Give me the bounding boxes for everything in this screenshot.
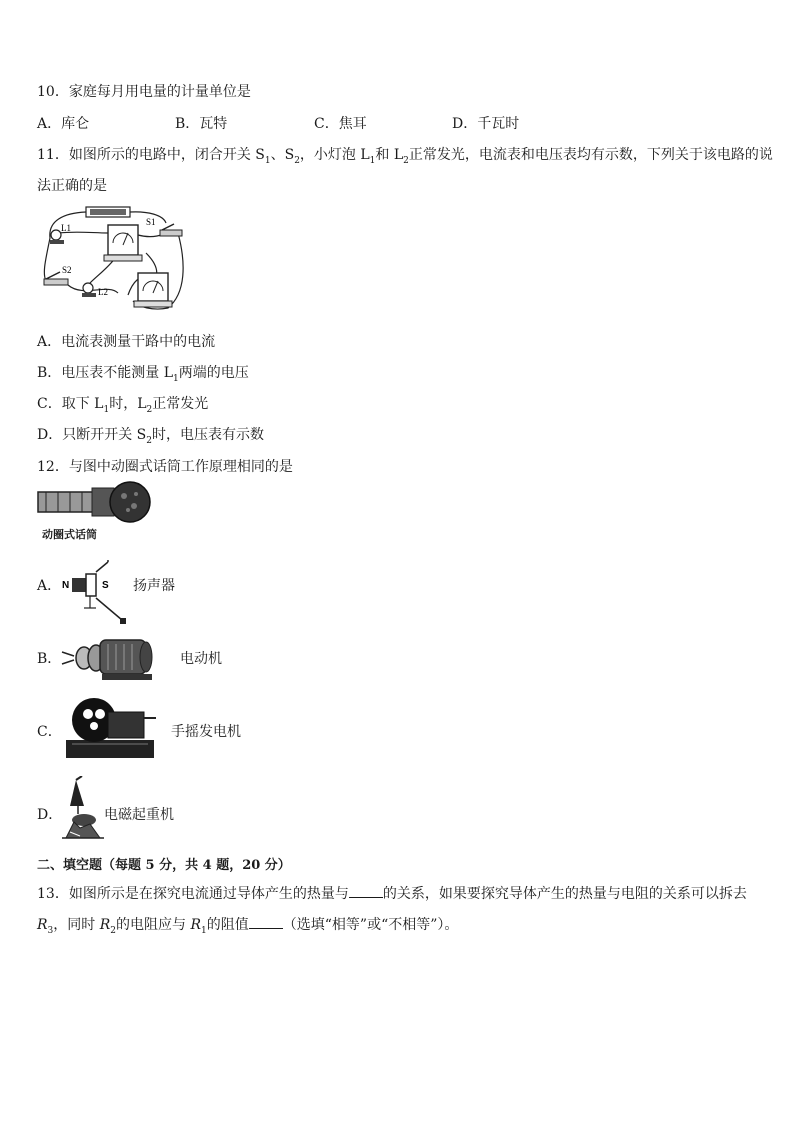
motor-figure xyxy=(60,634,156,684)
crane-arm-icon xyxy=(70,780,84,806)
q11-option-c: C．取下 $L_1$时，$L_2$正常发光 xyxy=(37,396,209,415)
microphone-figure xyxy=(36,480,156,524)
q12-option-b-label: 电动机 xyxy=(180,651,222,667)
s2-label: S2 xyxy=(62,265,72,275)
q11-option-b: B．电压表不能测量 $L_1$两端的电压 xyxy=(37,365,249,384)
q11-option-a: A．电流表测量干路中的电流 xyxy=(37,334,216,350)
magnet-icon xyxy=(72,578,86,592)
microphone-head-icon xyxy=(110,482,150,522)
circuit-diagram xyxy=(38,203,188,315)
q12-option-c-letter: C． xyxy=(37,724,62,740)
q10-option-d: D．千瓦时 xyxy=(452,116,520,132)
q12-option-b-letter: B． xyxy=(37,651,62,667)
section-title: 二、填空题（每题 5 分，共 4 题，20 分） xyxy=(37,858,291,873)
q13-line2: $R_3$，同时 $R_2$的电阻应与 $R_1$的阻值 （选填“相等”或“不相等”）。 xyxy=(37,914,458,941)
speaker-n-label: N xyxy=(62,580,70,591)
switch-s2-icon xyxy=(44,279,68,285)
motor-body-icon xyxy=(100,640,146,674)
generator-figure xyxy=(62,692,158,764)
voltmeter-icon xyxy=(138,273,168,301)
generator-base-icon xyxy=(66,740,154,758)
q12-option-a-label: 扬声器 xyxy=(133,578,175,594)
q10-option-a: A．库仑 xyxy=(37,116,90,132)
q13-blank-1[interactable] xyxy=(349,883,383,898)
bulb-l1-icon xyxy=(51,230,61,240)
q12-option-c-label: 手摇发电机 xyxy=(171,724,241,740)
speaker-s-label: S xyxy=(102,580,109,591)
s1-label: S1 xyxy=(146,217,156,227)
q12-option-d-letter: D． xyxy=(37,807,63,823)
q12-option-d-label: 电磁起重机 xyxy=(104,807,174,823)
q10-option-c: C．焦耳 xyxy=(314,116,367,132)
speaker-figure xyxy=(60,558,130,626)
bulb-l2-icon xyxy=(83,283,93,293)
l2-label: L2 xyxy=(98,287,108,297)
q11-stem-line2: 法正确的是 xyxy=(37,178,107,194)
q12-option-a-letter: A． xyxy=(37,578,62,594)
q12-stem: 12．与图中动圈式话筒工作原理相同的是 xyxy=(37,459,293,475)
switch-s1-icon xyxy=(160,230,182,236)
q11-option-d: D．只断开开关 $S_2$时，电压表有示数 xyxy=(37,427,264,446)
q13-line1: 13．如图所示是在探究电流通过导体产生的热量与 的关系，如果要探究导体产生的热量与电阻的关系可以拆去 xyxy=(37,883,747,904)
microphone-caption: 动圈式话筒 xyxy=(42,528,97,541)
q11-stem-line1: 11．如图所示的电路中，闭合开关 $S_1$、$S_2$，小灯泡 $L_1$和 $L_2$正常发光，电流表和电压表均有示数，下列关于该电路的说 xyxy=(37,147,773,166)
q10-stem: 10．家庭每月用电量的计量单位是 xyxy=(37,84,251,100)
ammeter-icon xyxy=(108,225,138,255)
q10-option-b: B．瓦特 xyxy=(175,116,228,132)
q13-blank-2[interactable] xyxy=(249,914,283,929)
l1-label: L1 xyxy=(61,223,71,233)
crane-figure xyxy=(60,776,106,842)
